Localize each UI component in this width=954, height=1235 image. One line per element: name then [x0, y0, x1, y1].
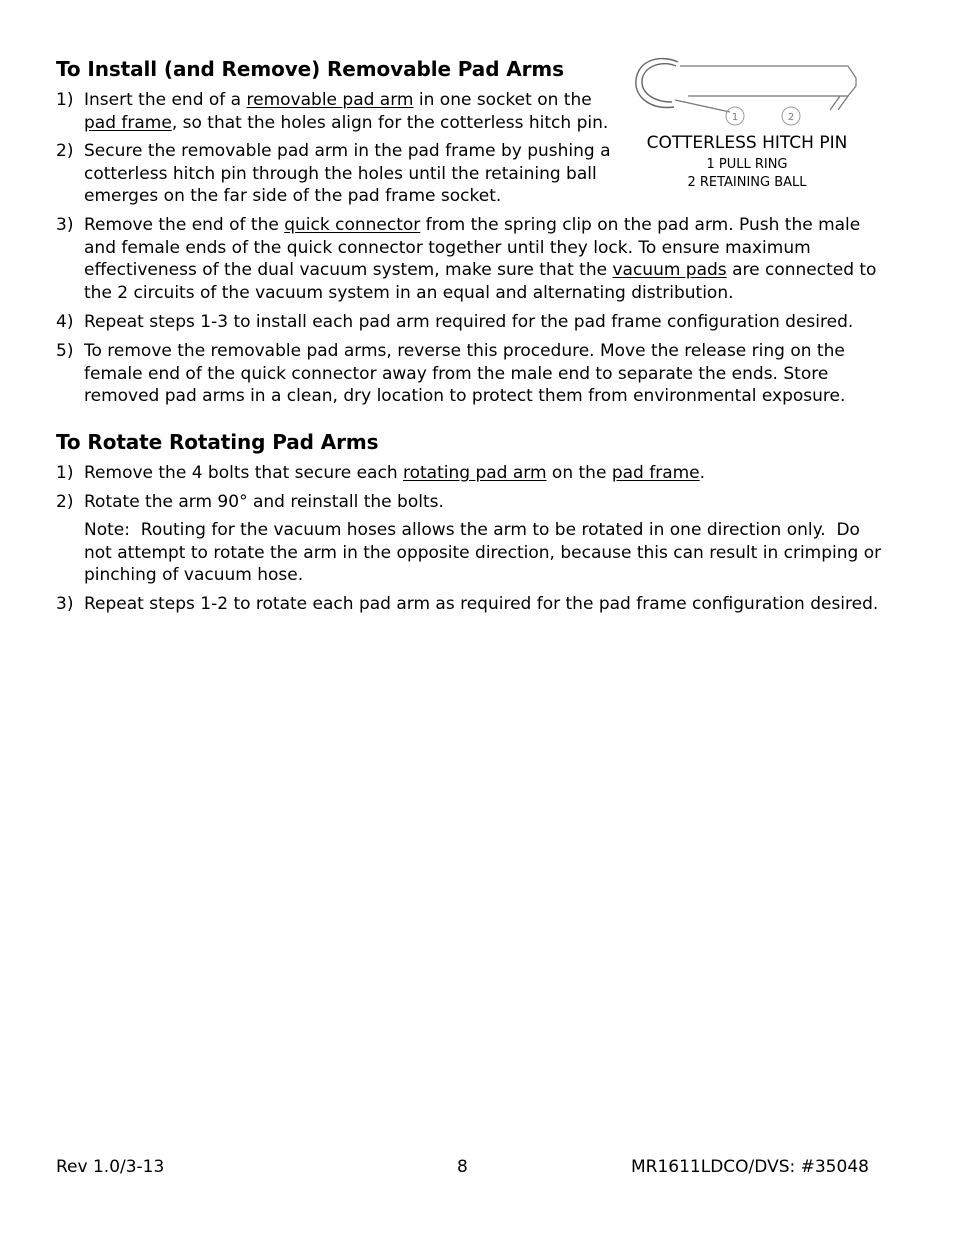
step-number: 2) [56, 492, 74, 512]
step-text-run: on the [546, 463, 612, 483]
term-link-text: pad frame [84, 112, 172, 133]
footer-page-number: 8 [457, 1157, 468, 1177]
step-text-run: and female ends of the quick connector together until they lock. To ensure maximum [84, 237, 811, 258]
step-text-run: , so that the holes align for the cotterless hitch pin. [171, 112, 609, 133]
step-text [84, 140, 611, 208]
callout-1 [726, 107, 744, 125]
step-text-run: emerges on the far side of the pad frame socket. [84, 186, 502, 207]
step-text-run: from the spring clip on the pad arm. Push the male [420, 215, 861, 235]
step-text [84, 89, 608, 134]
step-text-run: Repeat steps 1-3 to install each pad arm required for the pad frame configuration desired. [84, 312, 854, 332]
step-text-run: removed pad arms in a clean, dry location to protect them from environmental exposure. [84, 386, 846, 407]
step-text-run: Repeat steps 1-2 to rotate each pad arm as required for the pad frame configuration desired. [84, 594, 879, 614]
step-text-run: To remove the removable pad arms, reverse this procedure. Move the release ring on the [84, 341, 845, 361]
step-text-run: effectiveness of the dual vacuum system, make sure that the [84, 260, 613, 281]
figure-caption: COTTERLESS HITCH PIN [646, 133, 848, 153]
step-number: 1) [56, 463, 74, 483]
figure-legend-pull-ring: 1 PULL RING [706, 157, 788, 172]
step-text [84, 593, 878, 616]
step-text [84, 462, 705, 485]
step-number: 2) [56, 141, 74, 161]
footer-document-id: MR1611LDCO/DVS: #35048 [631, 1157, 869, 1177]
step-text [84, 214, 876, 305]
step-number: 3) [56, 594, 74, 614]
footer-revision: Rev 1.0/3-13 [56, 1157, 165, 1177]
step-text [84, 340, 845, 408]
step-text-run: Rotate the arm 90° and reinstall the bolts. [84, 492, 444, 512]
step-text-run: female end of the quick connector away from the male end to separate the ends. Store [84, 363, 829, 384]
step-text-run: Remove the 4 bolts that secure each [84, 463, 403, 483]
pin-body-shape [675, 66, 856, 112]
step-text [84, 491, 444, 514]
section-heading-rotate: To Rotate Rotating Pad Arms [56, 430, 379, 454]
term-link-text: quick connector [284, 215, 421, 235]
pull-ring-shape [636, 59, 678, 108]
term-link-text: pad frame [611, 463, 700, 483]
step-number: 1) [56, 90, 74, 110]
step-number: 4) [56, 312, 74, 332]
step-text-run: are connected to [726, 260, 877, 281]
rotation-note: Note: Routing for the vacuum hoses allows the arm to be rotated in one direction only. Do not attempt to rotate the arm in the opposite direction, because this can result in crimping or pinching of vacuum hose. [84, 520, 882, 586]
step-text-run: . [699, 463, 706, 483]
callout-2 [782, 107, 800, 125]
step-text-run: the 2 circuits of the vacuum system in an equal and alternating distribution. [84, 283, 734, 304]
step-number: 5) [56, 341, 74, 361]
step-text-run: Remove the end of the [84, 215, 285, 235]
step-text-run: cotterless hitch pin through the holes until the retaining ball [84, 163, 597, 184]
term-link-text: rotating pad arm [403, 463, 547, 483]
step-number: 3) [56, 215, 74, 235]
figure-legend-retaining-ball: 2 RETAINING BALL [687, 175, 807, 190]
term-link-text: removable pad arm [246, 90, 414, 110]
step-text-run: Insert the end of a [84, 90, 247, 110]
svg-text:2: 2 [787, 112, 795, 123]
step-text [84, 311, 853, 334]
section-heading-install: To Install (and Remove) Removable Pad Arms [56, 57, 564, 81]
step-text-run: Secure the removable pad arm in the pad frame by pushing a [84, 141, 611, 161]
term-link-text: vacuum pads [612, 260, 727, 281]
svg-text:1: 1 [731, 112, 739, 123]
step-text-run: in one socket on the [413, 90, 592, 110]
